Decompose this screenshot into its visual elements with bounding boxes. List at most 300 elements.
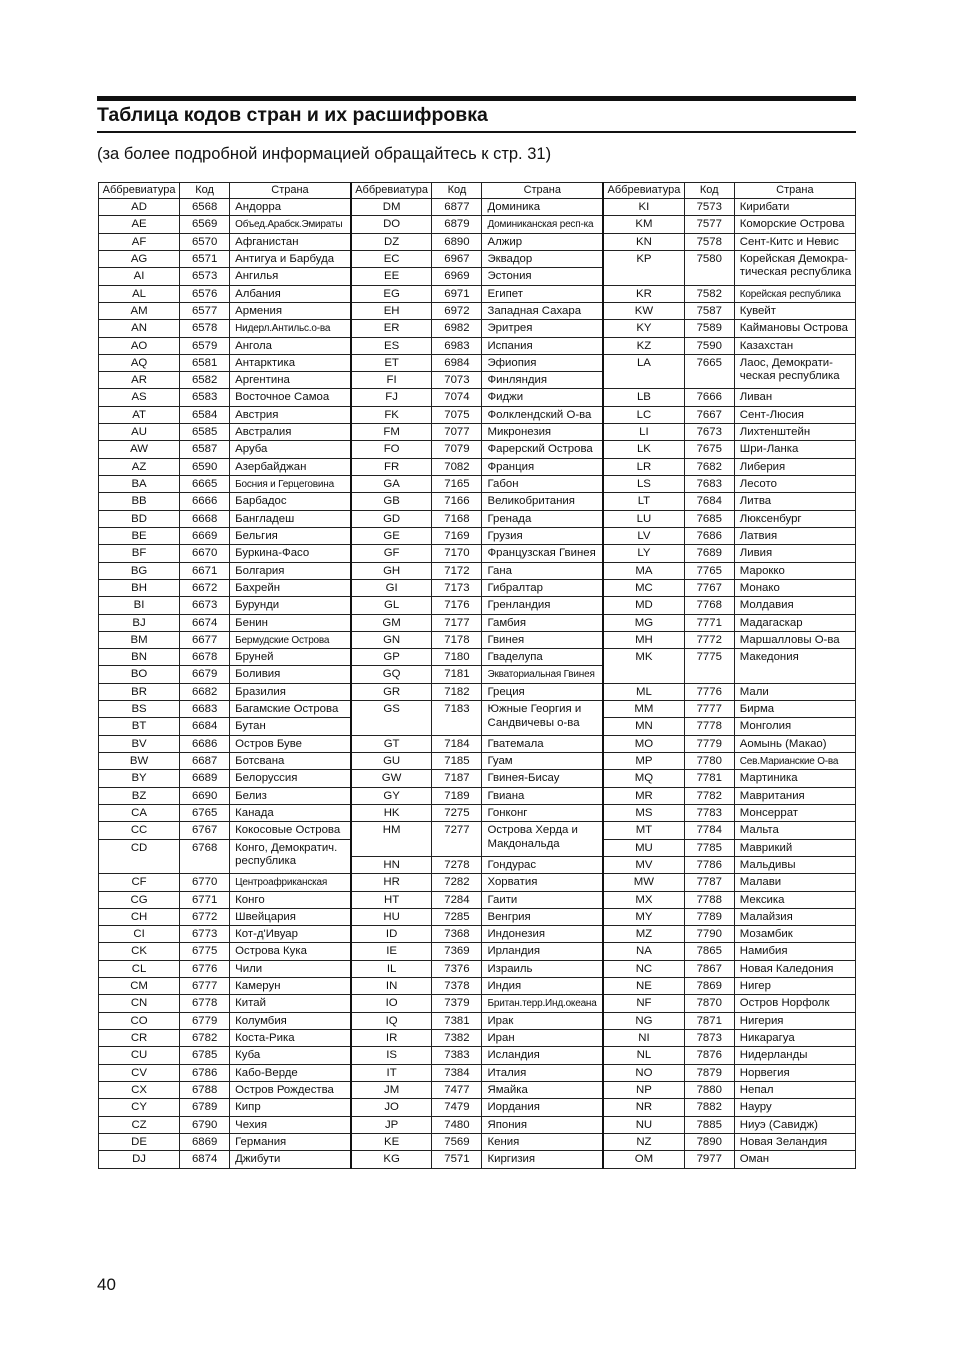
code-cell: 6571	[180, 250, 230, 267]
table-row	[99, 770, 856, 787]
code-cell: 7665	[684, 354, 734, 389]
code-cell: 7880	[684, 1081, 734, 1098]
abbr-cell: CH	[99, 908, 180, 925]
abbr-cell: AQ	[99, 354, 180, 371]
code-cell: 7786	[684, 856, 734, 873]
table-row	[99, 216, 856, 233]
abbr-cell: GL	[351, 597, 432, 614]
country-cell: Индия	[482, 978, 603, 995]
abbr-cell: GP	[351, 649, 432, 666]
table-row	[99, 493, 856, 510]
code-cell: 7571	[432, 1151, 482, 1168]
abbr-cell: LY	[603, 545, 684, 562]
header-abbr: Аббревиатура	[99, 183, 180, 199]
table-row	[99, 406, 856, 423]
abbr-cell: LV	[603, 527, 684, 544]
code-cell: 7189	[432, 787, 482, 804]
abbr-cell: NE	[603, 978, 684, 995]
country-cell: Бахрейн	[230, 579, 351, 596]
abbr-cell: EG	[351, 285, 432, 302]
country-cell: Чили	[230, 960, 351, 977]
country-cell: Марокко	[734, 562, 855, 579]
table-row	[99, 995, 856, 1012]
code-cell: 7381	[432, 1012, 482, 1029]
abbr-cell: KI	[603, 199, 684, 216]
table-row	[99, 874, 856, 891]
abbr-cell: BI	[99, 597, 180, 614]
code-cell: 7184	[432, 735, 482, 752]
abbr-cell: BV	[99, 735, 180, 752]
abbr-cell: DM	[351, 199, 432, 216]
code-cell: 7666	[684, 389, 734, 406]
code-cell: 7667	[684, 406, 734, 423]
code-cell: 6877	[432, 199, 482, 216]
country-cell: Новая Зеландия	[734, 1133, 855, 1150]
country-cell: Гуам	[482, 753, 603, 770]
country-cell: Мальдивы	[734, 856, 855, 873]
country-cell: Армения	[230, 302, 351, 319]
country-cell: Андорра	[230, 199, 351, 216]
abbr-cell: CC	[99, 822, 180, 839]
country-cell: Люксенбург	[734, 510, 855, 527]
code-cell: 7772	[684, 631, 734, 648]
country-cell: Италия	[482, 1064, 603, 1081]
code-cell: 7781	[684, 770, 734, 787]
country-cell: Антигуа и Барбуда	[230, 250, 351, 267]
country-cell: Китай	[230, 995, 351, 1012]
country-cell: Алжир	[482, 233, 603, 250]
code-cell: 6673	[180, 597, 230, 614]
abbr-cell: IR	[351, 1030, 432, 1047]
abbr-cell: ET	[351, 354, 432, 371]
code-cell: 7890	[684, 1133, 734, 1150]
country-cell: Иордания	[482, 1099, 603, 1116]
abbr-cell: CI	[99, 926, 180, 943]
abbr-cell: BF	[99, 545, 180, 562]
code-cell: 7477	[432, 1081, 482, 1098]
code-cell: 7589	[684, 320, 734, 337]
code-cell: 7684	[684, 493, 734, 510]
abbr-cell: NF	[603, 995, 684, 1012]
country-cell: Доминика	[482, 199, 603, 216]
country-cell: Сев.Марианские О-ва	[734, 753, 855, 770]
abbr-cell: GF	[351, 545, 432, 562]
code-cell: 7376	[432, 960, 482, 977]
code-cell: 6972	[432, 302, 482, 319]
code-cell: 6677	[180, 631, 230, 648]
table-row	[99, 735, 856, 752]
country-cell: Ирак	[482, 1012, 603, 1029]
code-cell: 7673	[684, 424, 734, 441]
abbr-cell: LU	[603, 510, 684, 527]
abbr-cell: HN	[351, 856, 432, 873]
code-cell: 7685	[684, 510, 734, 527]
abbr-cell: MC	[603, 579, 684, 596]
abbr-cell: DJ	[99, 1151, 180, 1168]
country-cell: Белоруссия	[230, 770, 351, 787]
country-cell: Сент-Китс и Невис	[734, 233, 855, 250]
code-cell: 6587	[180, 441, 230, 458]
abbr-cell: GE	[351, 527, 432, 544]
code-cell: 7077	[432, 424, 482, 441]
country-cell: Западная Сахара	[482, 302, 603, 319]
code-cell: 6770	[180, 874, 230, 891]
country-cell: Гана	[482, 562, 603, 579]
country-cell: Экваториальная Гвинея	[482, 666, 603, 683]
title-rule	[97, 131, 856, 133]
country-cell: Болгария	[230, 562, 351, 579]
abbr-cell: CN	[99, 995, 180, 1012]
country-cell: Гвиана	[482, 787, 603, 804]
code-cell: 6890	[432, 233, 482, 250]
code-cell: 6683	[180, 701, 230, 718]
code-cell: 6777	[180, 978, 230, 995]
table-row	[99, 320, 856, 337]
abbr-cell: BT	[99, 718, 180, 735]
code-cell: 7075	[432, 406, 482, 423]
code-cell: 6581	[180, 354, 230, 371]
code-cell: 7882	[684, 1099, 734, 1116]
code-cell: 7783	[684, 804, 734, 821]
abbr-cell: IL	[351, 960, 432, 977]
country-cell: Ангола	[230, 337, 351, 354]
abbr-cell: AT	[99, 406, 180, 423]
code-cell: 7871	[684, 1012, 734, 1029]
abbr-cell: MG	[603, 614, 684, 631]
code-cell: 6971	[432, 285, 482, 302]
code-cell: 7580	[684, 250, 734, 285]
table-row	[99, 649, 856, 666]
country-cell: Габон	[482, 476, 603, 493]
code-cell: 7185	[432, 753, 482, 770]
abbr-cell: GY	[351, 787, 432, 804]
abbr-cell: CX	[99, 1081, 180, 1098]
code-cell: 6687	[180, 753, 230, 770]
abbr-cell: HM	[351, 822, 432, 857]
code-cell: 6689	[180, 770, 230, 787]
country-cell: Германия	[230, 1133, 351, 1150]
country-cell: Гамбия	[482, 614, 603, 631]
country-cell: Босния и Герцеговина	[230, 476, 351, 493]
table-row	[99, 1012, 856, 1029]
code-cell: 6772	[180, 908, 230, 925]
abbr-cell: KM	[603, 216, 684, 233]
abbr-cell: MT	[603, 822, 684, 839]
country-cell: Сент-Люсия	[734, 406, 855, 423]
code-cell: 7177	[432, 614, 482, 631]
abbr-cell: DE	[99, 1133, 180, 1150]
abbr-cell: NP	[603, 1081, 684, 1098]
country-cell: Кабо-Верде	[230, 1064, 351, 1081]
country-cell: Хорватия	[482, 874, 603, 891]
header-abbr: Аббревиатура	[351, 183, 432, 199]
country-cell: Гондурас	[482, 856, 603, 873]
code-cell: 6666	[180, 493, 230, 510]
country-cell: Мадагаскар	[734, 614, 855, 631]
code-cell: 6779	[180, 1012, 230, 1029]
abbr-cell: ER	[351, 320, 432, 337]
abbr-cell: CY	[99, 1099, 180, 1116]
country-cell: Коста-Рика	[230, 1030, 351, 1047]
code-cell: 6570	[180, 233, 230, 250]
code-cell: 7689	[684, 545, 734, 562]
country-cell: Австрия	[230, 406, 351, 423]
abbr-cell: NL	[603, 1047, 684, 1064]
abbr-cell: AF	[99, 233, 180, 250]
country-cell: Мальта	[734, 822, 855, 839]
country-cell: Новая Каледония	[734, 960, 855, 977]
country-cell: Кот-д'Ивуар	[230, 926, 351, 943]
country-cell: Бразилия	[230, 683, 351, 700]
abbr-cell: BD	[99, 510, 180, 527]
abbr-cell: MU	[603, 839, 684, 856]
abbr-cell: OM	[603, 1151, 684, 1168]
code-cell: 6874	[180, 1151, 230, 1168]
abbr-cell: KR	[603, 285, 684, 302]
country-cell: Монсеррат	[734, 804, 855, 821]
country-cell: Камерун	[230, 978, 351, 995]
abbr-cell: MQ	[603, 770, 684, 787]
country-cell: Малави	[734, 874, 855, 891]
table-row	[99, 753, 856, 770]
code-cell: 7173	[432, 579, 482, 596]
country-cell: Ливан	[734, 389, 855, 406]
country-cell: Мали	[734, 683, 855, 700]
code-cell: 7590	[684, 337, 734, 354]
abbr-cell: MM	[603, 701, 684, 718]
country-cell: Восточное Самоа	[230, 389, 351, 406]
abbr-cell: GR	[351, 683, 432, 700]
header-code: Код	[684, 183, 734, 199]
country-cell: Испания	[482, 337, 603, 354]
abbr-cell: FI	[351, 372, 432, 389]
abbr-cell: AI	[99, 268, 180, 285]
country-cell: Ливия	[734, 545, 855, 562]
code-cell: 7479	[432, 1099, 482, 1116]
code-cell: 7176	[432, 597, 482, 614]
abbr-cell: HR	[351, 874, 432, 891]
country-cell: Македония	[734, 649, 855, 684]
abbr-cell: MO	[603, 735, 684, 752]
country-cell: Белиз	[230, 787, 351, 804]
table-row	[99, 527, 856, 544]
header-country: Страна	[734, 183, 855, 199]
country-cell: Исландия	[482, 1047, 603, 1064]
abbr-cell: LT	[603, 493, 684, 510]
abbr-cell: MK	[603, 649, 684, 684]
code-cell: 6671	[180, 562, 230, 579]
code-cell: 6579	[180, 337, 230, 354]
table-row	[99, 1064, 856, 1081]
country-cell: Фарерский Острова	[482, 441, 603, 458]
abbr-cell: GD	[351, 510, 432, 527]
code-cell: 7181	[432, 666, 482, 683]
country-cell: Мозамбик	[734, 926, 855, 943]
code-cell: 7775	[684, 649, 734, 684]
country-cell: Гренада	[482, 510, 603, 527]
abbr-cell: BZ	[99, 787, 180, 804]
abbr-cell: GU	[351, 753, 432, 770]
code-cell: 7166	[432, 493, 482, 510]
abbr-cell: BO	[99, 666, 180, 683]
code-cell: 7876	[684, 1047, 734, 1064]
code-cell: 6582	[180, 372, 230, 389]
country-cell: Чехия	[230, 1116, 351, 1133]
abbr-cell: ID	[351, 926, 432, 943]
country-cell: Конго	[230, 891, 351, 908]
country-cell: Ангилья	[230, 268, 351, 285]
abbr-cell: BN	[99, 649, 180, 666]
country-cell: Мартиника	[734, 770, 855, 787]
country-cell: Фолклендский О-ва	[482, 406, 603, 423]
abbr-cell: ML	[603, 683, 684, 700]
code-cell: 7867	[684, 960, 734, 977]
abbr-cell: MR	[603, 787, 684, 804]
country-cell: Индонезия	[482, 926, 603, 943]
country-cell: Бенин	[230, 614, 351, 631]
abbr-cell: LR	[603, 458, 684, 475]
code-cell: 6771	[180, 891, 230, 908]
country-cell: Эритрея	[482, 320, 603, 337]
code-cell: 7170	[432, 545, 482, 562]
abbr-cell: AO	[99, 337, 180, 354]
country-cell: Бурунди	[230, 597, 351, 614]
header-code: Код	[180, 183, 230, 199]
code-cell: 7578	[684, 233, 734, 250]
code-cell: 7277	[432, 822, 482, 857]
code-cell: 7282	[432, 874, 482, 891]
country-cell: Аргентина	[230, 372, 351, 389]
abbr-cell: LC	[603, 406, 684, 423]
country-cell: Норвегия	[734, 1064, 855, 1081]
code-cell: 7480	[432, 1116, 482, 1133]
table-row	[99, 1151, 856, 1168]
abbr-cell: GA	[351, 476, 432, 493]
code-cell: 7285	[432, 908, 482, 925]
abbr-cell: GH	[351, 562, 432, 579]
abbr-cell: IE	[351, 943, 432, 960]
country-cell: Монако	[734, 579, 855, 596]
code-cell: 7865	[684, 943, 734, 960]
abbr-cell: JP	[351, 1116, 432, 1133]
code-cell: 6668	[180, 510, 230, 527]
country-cell: Конго, Демократич. республика	[230, 839, 351, 874]
code-cell: 7885	[684, 1116, 734, 1133]
country-cell: Южные Георгия и Сандвичевы о-ва	[482, 701, 603, 736]
abbr-cell: GW	[351, 770, 432, 787]
country-cell: Израиль	[482, 960, 603, 977]
abbr-cell: DO	[351, 216, 432, 233]
country-cell: Иран	[482, 1030, 603, 1047]
abbr-cell: BJ	[99, 614, 180, 631]
country-cell: Гренландия	[482, 597, 603, 614]
code-cell: 6577	[180, 302, 230, 319]
country-cell: Фиджи	[482, 389, 603, 406]
table-row	[99, 545, 856, 562]
table-row	[99, 804, 856, 821]
table-row	[99, 701, 856, 718]
code-cell: 7172	[432, 562, 482, 579]
table-row	[99, 510, 856, 527]
table-row	[99, 424, 856, 441]
abbr-cell: BE	[99, 527, 180, 544]
country-cell: Джибути	[230, 1151, 351, 1168]
abbr-cell: CO	[99, 1012, 180, 1029]
abbr-cell: FK	[351, 406, 432, 423]
abbr-cell: AU	[99, 424, 180, 441]
table-row	[99, 1116, 856, 1133]
country-cell: Ирландия	[482, 943, 603, 960]
abbr-cell: GS	[351, 701, 432, 736]
abbr-cell: BB	[99, 493, 180, 510]
code-cell: 7368	[432, 926, 482, 943]
abbr-cell: BG	[99, 562, 180, 579]
country-cell: Лаос, Демократи-ческая республика	[734, 354, 855, 389]
country-cell: Доминиканская респ-ка	[482, 216, 603, 233]
country-cell: Литва	[734, 493, 855, 510]
country-cell: Кирибати	[734, 199, 855, 216]
country-cell: Гваделупа	[482, 649, 603, 666]
country-cell: Корейская Демокра-тическая республика	[734, 250, 855, 285]
abbr-cell: MW	[603, 874, 684, 891]
abbr-cell: JM	[351, 1081, 432, 1098]
country-cell: Гаити	[482, 891, 603, 908]
top-rule	[97, 96, 856, 101]
code-cell: 7384	[432, 1064, 482, 1081]
country-cell: Нигерия	[734, 1012, 855, 1029]
page-number: 40	[97, 1275, 116, 1294]
code-cell: 6585	[180, 424, 230, 441]
country-cell: Бермудские Острова	[230, 631, 351, 648]
abbr-cell: IT	[351, 1064, 432, 1081]
abbr-cell: DZ	[351, 233, 432, 250]
abbr-cell: BS	[99, 701, 180, 718]
country-cell: Микронезия	[482, 424, 603, 441]
country-cell: Ботсвана	[230, 753, 351, 770]
table-row	[99, 614, 856, 631]
code-cell: 6576	[180, 285, 230, 302]
country-cell: Молдавия	[734, 597, 855, 614]
table-row	[99, 943, 856, 960]
code-cell: 7383	[432, 1047, 482, 1064]
code-cell: 6690	[180, 787, 230, 804]
country-cell: Швейцария	[230, 908, 351, 925]
country-cell: Багамские Острова	[230, 701, 351, 718]
code-cell: 6969	[432, 268, 482, 285]
country-cell: Нигер	[734, 978, 855, 995]
abbr-cell: AW	[99, 441, 180, 458]
abbr-cell: KP	[603, 250, 684, 285]
country-cell: Шри-Ланка	[734, 441, 855, 458]
abbr-cell: AM	[99, 302, 180, 319]
code-cell: 7785	[684, 839, 734, 856]
code-cell: 7789	[684, 908, 734, 925]
abbr-cell: EE	[351, 268, 432, 285]
country-cell: Кипр	[230, 1099, 351, 1116]
code-cell: 6765	[180, 804, 230, 821]
code-cell: 6583	[180, 389, 230, 406]
country-cell: Куба	[230, 1047, 351, 1064]
code-cell: 7784	[684, 822, 734, 839]
abbr-cell: MA	[603, 562, 684, 579]
code-cell: 6679	[180, 666, 230, 683]
country-cell: Мавритания	[734, 787, 855, 804]
code-cell: 7765	[684, 562, 734, 579]
code-cell: 7771	[684, 614, 734, 631]
country-cell: Эстония	[482, 268, 603, 285]
code-cell: 6768	[180, 839, 230, 874]
code-cell: 7278	[432, 856, 482, 873]
